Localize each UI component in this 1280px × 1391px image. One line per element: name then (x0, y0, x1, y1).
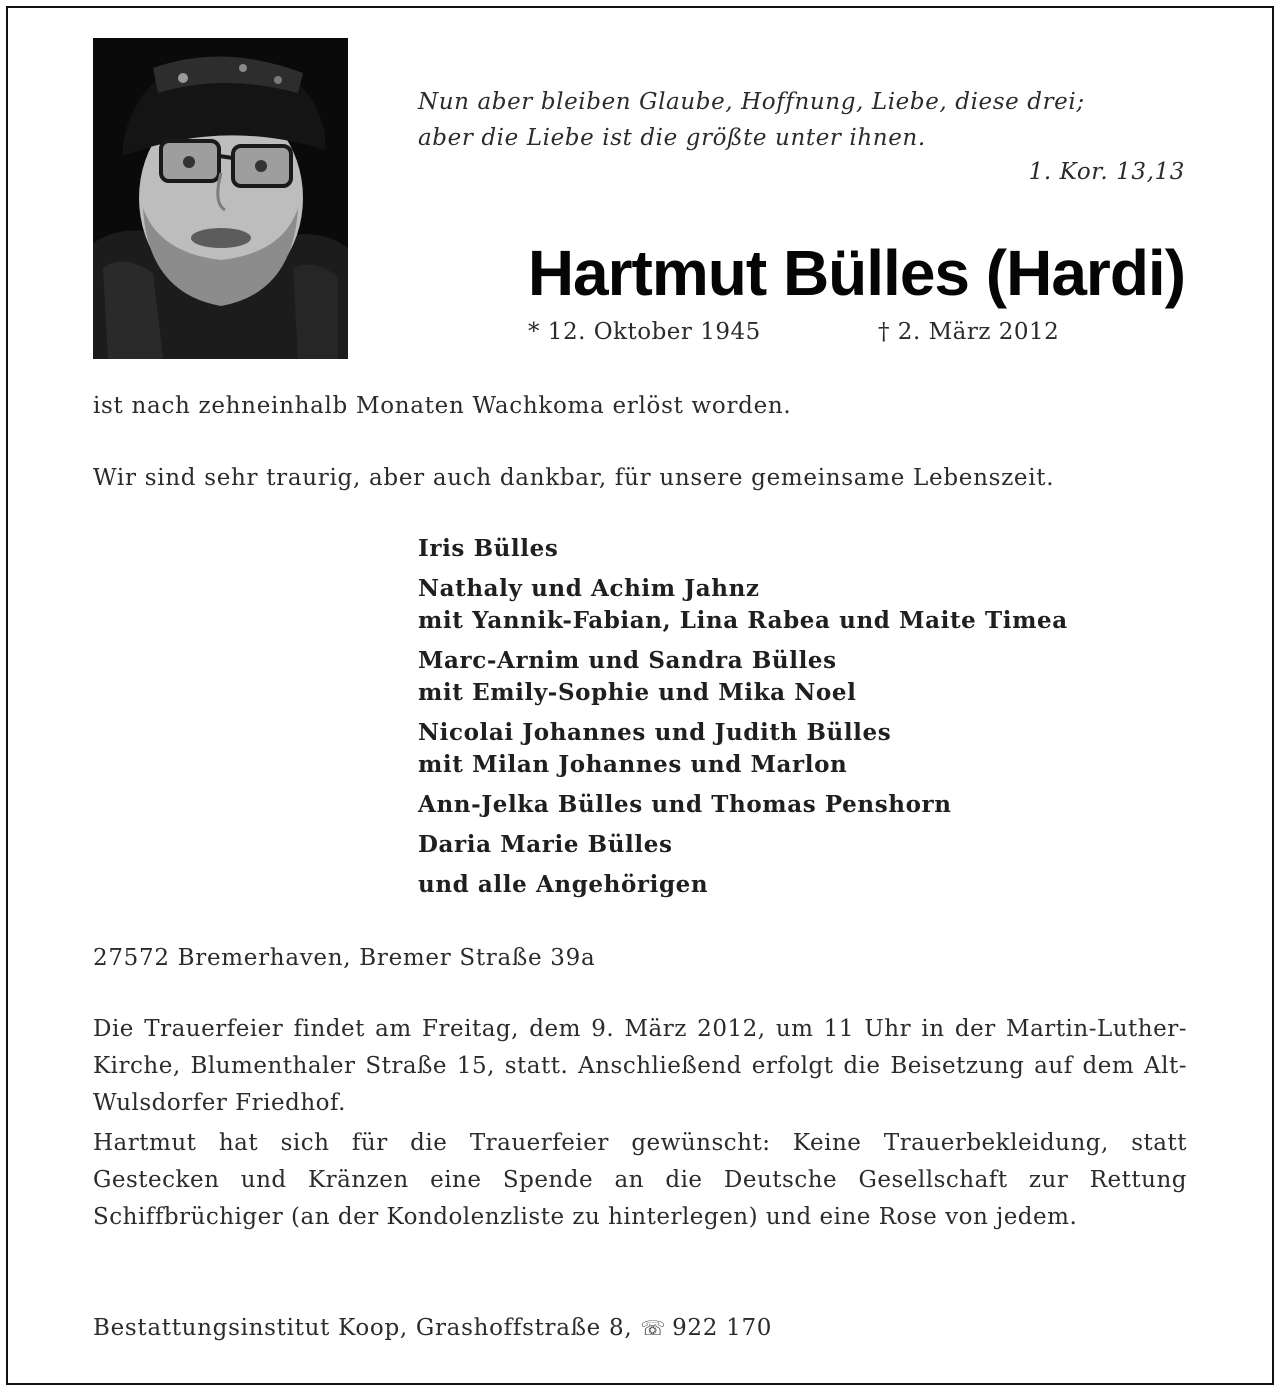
portrait-image (93, 38, 348, 359)
telephone-icon: ☏ (640, 1316, 667, 1340)
mourner-entry (418, 869, 1068, 901)
family-address: 27572 Bremerhaven, Bremer Straße 39a (93, 945, 596, 971)
mourner-entry (418, 645, 1068, 709)
undertaker-phone: 922 170 (672, 1315, 773, 1341)
ceremony-details: Die Trauerfeier findet am Freitag, dem 9. März 2012, um 11 Uhr in der Martin-Luther-Kirche, Blumenthaler Straße 15, statt. Anschließend erfolgt die Beisetzung auf dem Alt-Wulsdorfer Friedhof. (93, 1016, 1187, 1116)
quote-reference: 1. Kor. 13,13 (1028, 159, 1185, 185)
intro-text: ist nach zehneinhalb Monaten Wachkoma erlöst worden. (93, 393, 792, 419)
mourner-name: Marc-Arnim und Sandra Bülles (418, 647, 837, 674)
quote-line: aber die Liebe ist die größte unter ihnen. (418, 125, 926, 151)
mourner-entry (418, 829, 1068, 861)
mourner-entry (418, 573, 1068, 637)
mourner-children: mit Yannik-Fabian, Lina Rabea und Maite Timea (418, 607, 1068, 634)
undertaker-info (93, 1310, 772, 1346)
mourners-list (418, 533, 1068, 909)
portrait-photo (93, 38, 348, 359)
mourner-name: und alle Angehörigen (418, 871, 709, 898)
bible-quote (418, 84, 1188, 156)
mourner-children: mit Milan Johannes und Marlon (418, 751, 848, 778)
mourner-name: Iris Bülles (418, 535, 559, 562)
mourner-children: mit Emily-Sophie und Mika Noel (418, 679, 857, 706)
mourner-name: Nicolai Johannes und Judith Bülles (418, 719, 892, 746)
mourner-entry (418, 533, 1068, 565)
birth-date: * 12. Oktober 1945 (528, 319, 761, 345)
death-date: † 2. März 2012 (878, 319, 1060, 345)
funeral-wishes: Hartmut hat sich für die Trauerfeier gewünscht: Keine Trauerbekleidung, statt Gestecken und Kränzen eine Spende an die Deutsche Gesellschaft zur Rettung Schiffbrüchiger (an der Kondolenzliste zu hinterlegen) und eine Rose von jedem. (93, 1130, 1187, 1230)
undertaker-text: Bestattungsinstitut Koop, Grashoffstraße 8, (93, 1315, 633, 1341)
deceased-name: Hartmut Bülles (Hardi) (527, 237, 1185, 309)
mourner-name: Nathaly und Achim Jahnz (418, 575, 760, 602)
quote-line: Nun aber bleiben Glaube, Hoffnung, Liebe, diese drei; (418, 89, 1085, 115)
gratitude-text: Wir sind sehr traurig, aber auch dankbar, für unsere gemeinsame Lebenszeit. (93, 465, 1055, 491)
mourner-entry (418, 789, 1068, 821)
mourner-name: Ann-Jelka Bülles und Thomas Penshorn (418, 791, 952, 818)
mourner-entry (418, 717, 1068, 781)
mourner-name: Daria Marie Bülles (418, 831, 673, 858)
